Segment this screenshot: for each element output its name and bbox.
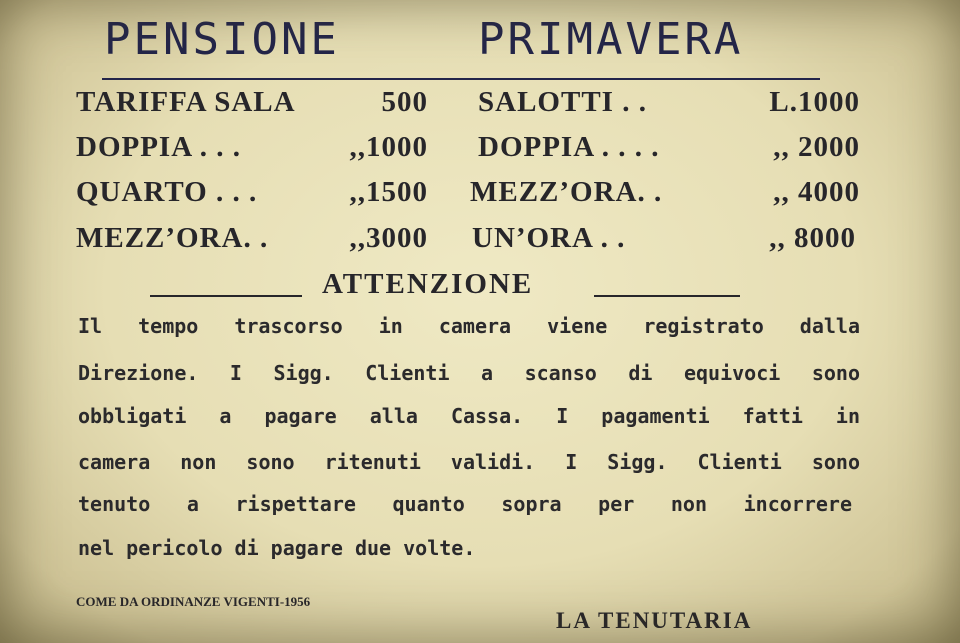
rate-label: UN’ORA . . (472, 222, 626, 254)
rate-price: 500 (381, 86, 428, 118)
rate-label: TARIFFA SALA (76, 86, 296, 118)
rate-label: QUARTO . . . (76, 176, 258, 208)
ordinance-note: COME DA ORDINANZE VIGENTI-1956 (76, 594, 311, 609)
notice-line: camera non sono ritenuti validi. I Sigg. Clienti sono (78, 450, 860, 474)
rate-price: L.1000 (769, 86, 860, 118)
rate-row-unora (472, 222, 856, 258)
notice-line: tenuto a rispettare quanto sopra per non incorrere (78, 492, 852, 516)
attention-rule-left (150, 295, 302, 297)
title-word-primavera: PRIMAVERA (478, 14, 744, 65)
rate-label: MEZZ’ORA. . (76, 222, 269, 254)
title-heading (0, 14, 960, 70)
rate-label: MEZZ’ORA. . (470, 176, 663, 208)
rate-row-mezzora-left (76, 222, 428, 258)
notice-line: nel pericolo di pagare due volte. (78, 536, 476, 560)
attention-label: ATTENZIONE (322, 268, 534, 300)
rate-row-doppia-left (76, 131, 428, 167)
rate-row-tariffa-sala (76, 86, 428, 122)
rate-row-salotti (478, 86, 860, 122)
attention-rule-right (594, 295, 740, 297)
rate-row-mezzora-right (470, 176, 860, 212)
rate-price: ,,1500 (349, 176, 428, 208)
signature-la-tenutaria: LA TENUTARIA (556, 608, 753, 633)
title-word-pensione: PENSIONE (104, 14, 340, 65)
notice-line: Il tempo trascorso in camera viene registrato dalla (78, 314, 860, 338)
rate-label: DOPPIA . . . . (478, 131, 660, 163)
title-underline (102, 78, 820, 80)
notice-line: Direzione. I Sigg. Clienti a scanso di equivoci sono (78, 361, 860, 385)
rate-row-quarto (76, 176, 428, 212)
rate-price: ,,3000 (349, 222, 428, 254)
attention-heading (0, 268, 960, 302)
rate-price: ,, 8000 (769, 222, 856, 254)
rate-row-doppia-right (478, 131, 860, 167)
rate-price: ,, 2000 (773, 131, 860, 163)
rate-price: ,, 4000 (773, 176, 860, 208)
rate-label: SALOTTI . . (478, 86, 647, 118)
rate-label: DOPPIA . . . (76, 131, 242, 163)
rate-price: ,,1000 (349, 131, 428, 163)
notice-line: obbligati a pagare alla Cassa. I pagamenti fatti in (78, 404, 860, 428)
